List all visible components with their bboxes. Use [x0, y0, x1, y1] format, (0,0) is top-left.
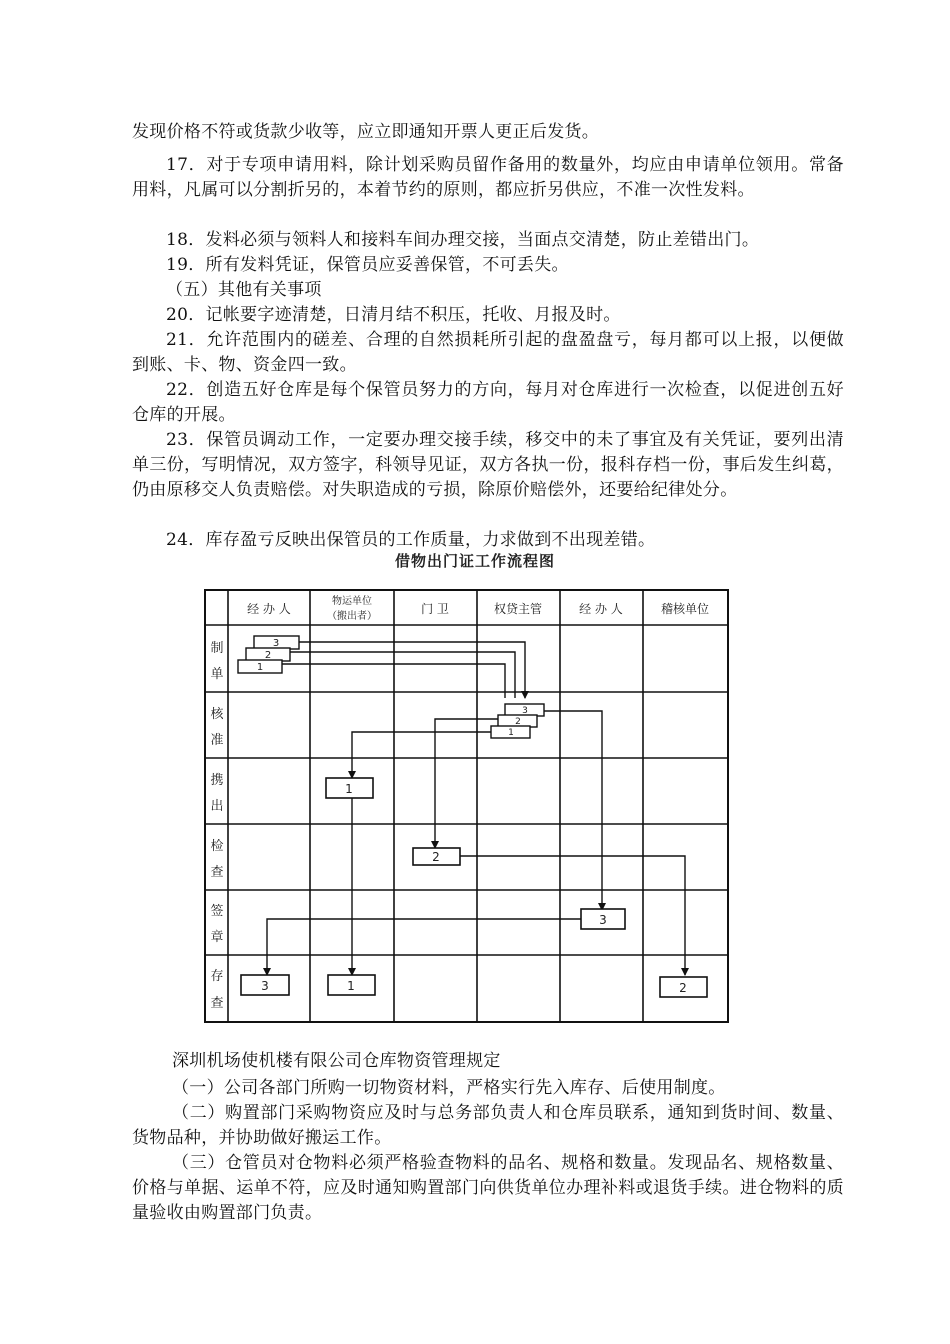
paragraph-18: 18．发料必须与领料人和接料车间办理交接，当面点交清楚，防止差错出门。: [166, 230, 760, 250]
section-heading-5: （五）其他有关事项: [166, 280, 322, 300]
regulation-item-2: （二）购置部门采购物资应及时与总务部负责人和仓库员联系，通知到货时间、数量、货物品种，并协助做好搬运工作。: [132, 1103, 844, 1148]
paragraph-21: 21．允许范围内的磋差、合理的自然损耗所引起的盘盈盘亏，每月都可以上报，以便做到账、卡、物、资金四一致。: [132, 330, 844, 375]
col-header-handler-2: 经 办 人: [579, 602, 623, 616]
approved-copy-3-label: 3: [522, 706, 528, 716]
store-copy-2-label: 2: [679, 981, 687, 995]
paragraph-23: 23．保管员调动工作，一定要办理交接手续，移交中的未了事宜及有关凭证，要列出清单三份，写明情况，双方签字，科领导见证，双方各执一份，报科存档一份，事后发生纠葛，仍由原移交人负责赔偿。对失职造成的亏损，除原价赔偿外，还要给纪律处分。: [132, 430, 844, 500]
flowchart-title: 借物出门证工作流程图: [394, 552, 555, 570]
carry-out-copy-1-label: 1: [345, 782, 353, 796]
row-header-sign-b: 章: [210, 930, 224, 945]
paragraph-19: 19．所有发料凭证，保管员应妥善保管，不可丢失。: [166, 255, 569, 275]
approved-copy-1-label: 1: [508, 728, 514, 738]
form-copy-3-label: 3: [272, 638, 280, 649]
paragraph-24: 24．库存盈亏反映出保管员的工作质量，力求做到不出现差错。: [166, 530, 656, 550]
row-header-store-a: 存: [210, 969, 224, 984]
row-header-check-b: 查: [210, 865, 224, 880]
row-header-carry-a: 携: [210, 773, 224, 788]
row-header-store-b: 查: [210, 996, 224, 1011]
paragraph-22: 22．创造五好仓库是每个保管员努力的方向，每月对仓库进行一次检查，以促进创五好仓库的开展。: [132, 380, 844, 425]
row-header-sign-a: 签: [210, 904, 224, 919]
col-header-audit-unit: 稽核单位: [660, 602, 710, 616]
approved-copy-2-label: 2: [515, 717, 521, 727]
row-header-check-a: 检: [210, 839, 224, 854]
paragraph-20: 20．记帐要字迹清楚，日清月结不积压，托收、月报及时。: [166, 305, 621, 325]
sign-copy-3-label: 3: [599, 913, 607, 927]
col-header-handler: 经 办 人: [247, 602, 291, 616]
check-copy-2-label: 2: [432, 850, 440, 864]
row-header-make-a: 制: [210, 641, 224, 656]
col-header-guard: 门 卫: [421, 602, 449, 616]
regulation-item-1: （一）公司各部门所购一切物资材料，严格实行先入库存、后使用制度。: [172, 1078, 726, 1098]
paragraph-price-mismatch: 发现价格不符或货款少收等，应立即通知开票人更正后发货。: [132, 122, 600, 142]
row-header-carry-b: 出: [210, 799, 224, 814]
paragraph-17: 17．对于专项申请用料，除计划采购员留作备用的数量外，均应由申请单位领用。常备用料，凡属可以分割折另的，本着节约的原则，都应折另供应，不准一次性发料。: [132, 155, 844, 200]
col-header-transport-unit: 物运单位: [332, 596, 372, 607]
flowchart: [200, 580, 740, 1030]
row-header-make-b: 单: [210, 667, 224, 682]
row-header-approve-a: 核: [210, 707, 224, 722]
form-copy-1-label: 1: [256, 662, 264, 673]
store-copy-3-label: 3: [261, 979, 269, 993]
regulation-item-3: （三）仓管员对仓物料必须严格验查物料的品名、规格和数量。发现品名、规格数量、价格与单据、运单不符，应及时通知购置部门向供货单位办理补料或退货手续。进仓物料的质量验收由购置部门负责。: [132, 1153, 844, 1223]
store-copy-1-label: 1: [347, 979, 355, 993]
row-header-approve-b: 准: [210, 733, 224, 748]
regulation-title: 深圳机场使机楼有限公司仓库物资管理规定: [172, 1051, 501, 1071]
col-header-supervisor: 权贷主管: [493, 602, 543, 616]
form-copy-2-label: 2: [264, 650, 272, 661]
col-header-carrier: （搬出者）: [327, 611, 377, 622]
